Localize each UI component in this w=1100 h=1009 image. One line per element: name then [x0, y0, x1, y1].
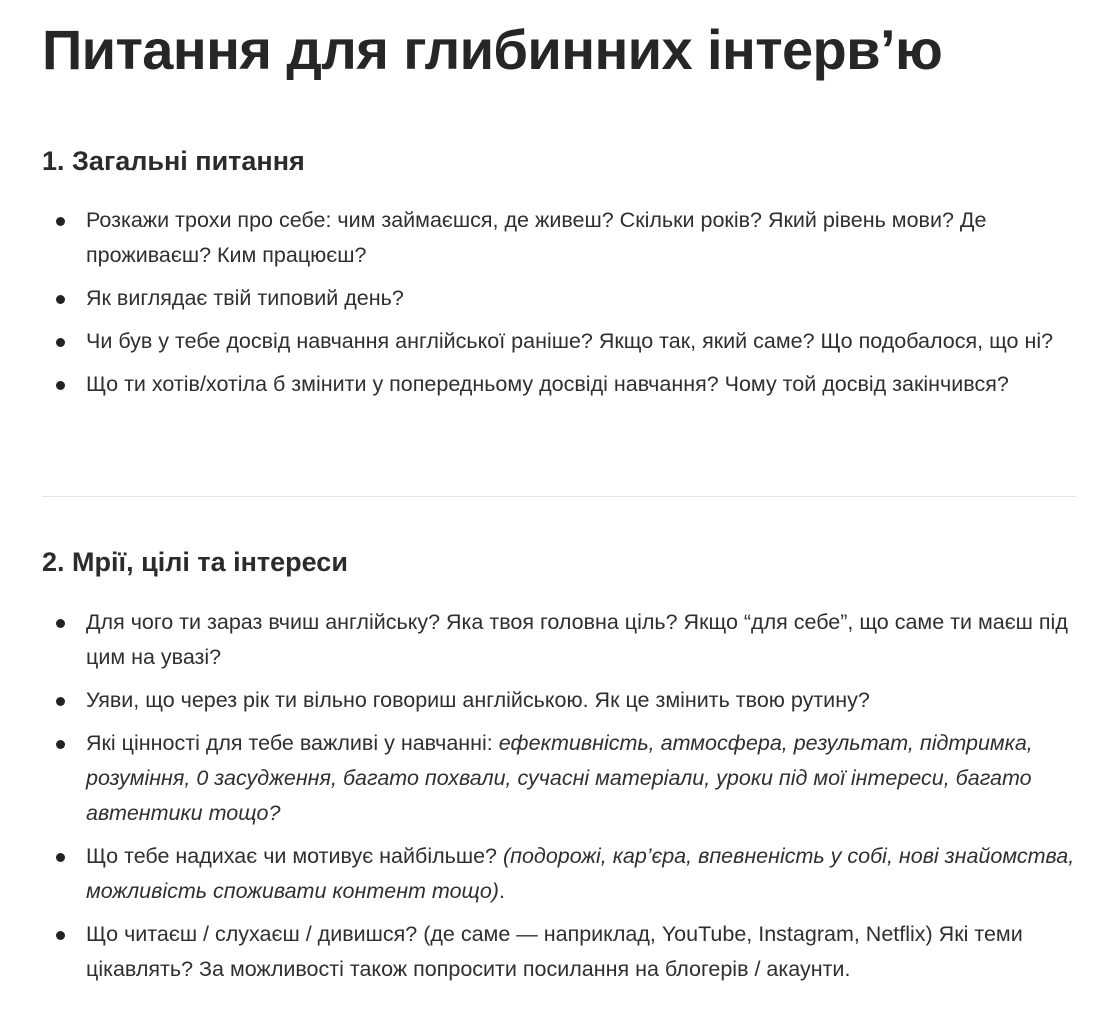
list-item	[42, 605, 1076, 675]
page-title: Питання для глибинних інтерв’ю	[42, 18, 943, 81]
bullet-icon	[56, 853, 65, 862]
list-item-text: Чи був у тебе досвід навчання англійської раніше? Якщо так, який саме? Що подобалося, що ні?	[86, 329, 1054, 353]
list-item-text: Які цінності для тебе важливі у навчанні:	[86, 731, 499, 755]
list-item	[42, 324, 1076, 359]
list-item	[42, 683, 1076, 718]
list-item	[42, 839, 1076, 909]
bullet-icon	[56, 381, 65, 390]
list-item-suffix: .	[498, 879, 505, 903]
list-item-italic-text: ефективність, атмосфера, результат, підтримка, розуміння, 0 засудження, багато похвали, сучасні матеріали, уроки під мої інтереси, багато автентики тощо?	[86, 731, 1033, 825]
list-item-text: Розкажи трохи про себе: чим займаєшся, де живеш? Скільки років? Який рівень мови? Де проживаєш? Ким працюєш?	[86, 208, 987, 267]
divider	[42, 496, 1076, 497]
bullet-icon	[56, 697, 65, 706]
list-item	[42, 203, 1076, 273]
list-item-text: Уяви, що через рік ти вільно говориш англійською. Як це змінить твою рутину?	[86, 688, 870, 712]
list-item	[42, 917, 1076, 987]
bullet-list-general	[42, 203, 1076, 410]
bullet-icon	[56, 338, 65, 347]
list-item-italic-text: (подорожі, кар’єра, впевненість у собі, нові знайомства, можливість споживати контент тощо)	[86, 844, 1075, 903]
bullet-list-goals	[42, 605, 1076, 995]
bullet-icon	[56, 217, 65, 226]
bullet-icon	[56, 295, 65, 304]
list-item-text: Що ти хотів/хотіла б змінити у попередньому досвіді навчання? Чому той досвід закінчився?	[86, 372, 1009, 396]
list-item	[42, 726, 1076, 831]
section-heading-general: 1. Загальні питання	[42, 146, 305, 176]
list-item	[42, 281, 1076, 316]
list-item-text: Для чого ти зараз вчиш англійську? Яка твоя головна ціль? Якщо “для себе”, що саме ти маєш під цим на увазі?	[86, 610, 1068, 669]
list-item-text: Як виглядає твій типовий день?	[86, 286, 404, 310]
list-item-text: Що читаєш / слухаєш / дивишся? (де саме — наприклад, YouTube, Instagram, Netflix) Які теми цікавлять? За можливості також попросити посилання на блогерів / акаунти.	[86, 922, 1023, 981]
bullet-icon	[56, 619, 65, 628]
bullet-icon	[56, 931, 65, 940]
bullet-icon	[56, 740, 65, 749]
list-item-text: Що тебе надихає чи мотивує найбільше?	[86, 844, 503, 868]
section-heading-goals: 2. Мрії, цілі та інтереси	[42, 547, 348, 577]
list-item	[42, 367, 1076, 402]
